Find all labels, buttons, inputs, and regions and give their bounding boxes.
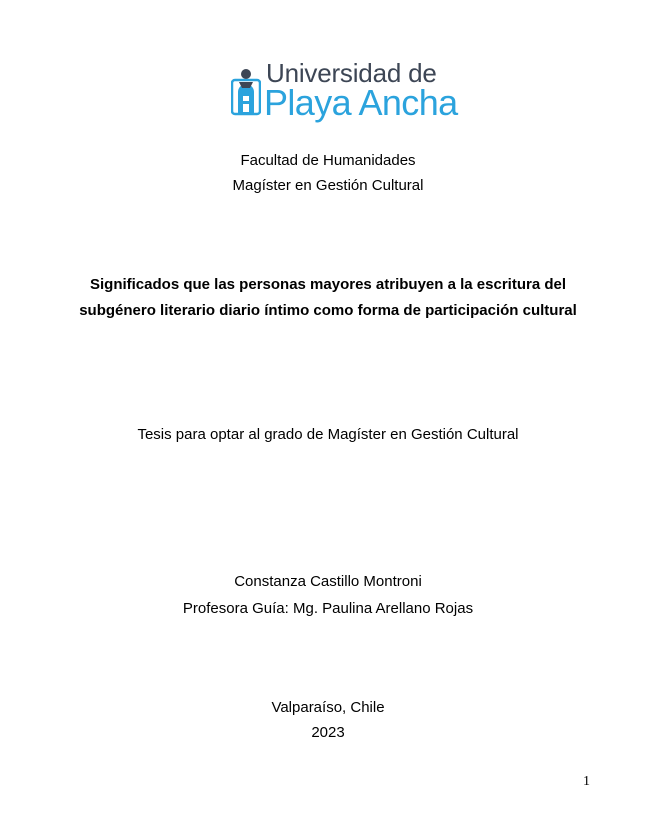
- year: 2023: [311, 724, 345, 741]
- page-number: 1: [583, 774, 590, 789]
- logo-text-universidad: Universidad de: [266, 58, 437, 88]
- place: Valparaíso, Chile: [271, 699, 385, 716]
- thesis-title-line-2: subgénero literario diario íntimo como forma de participación cultural: [79, 302, 577, 319]
- lighthouse-icon: [231, 62, 261, 116]
- author-name: Constanza Castillo Montroni: [234, 573, 422, 590]
- logo-text-playa-ancha: Playa Ancha: [264, 82, 458, 123]
- university-logo: [228, 56, 458, 128]
- thesis-title-line-1: Significados que las personas mayores atribuyen a la escritura del: [89, 276, 566, 293]
- degree-statement: Tesis para optar al grado de Magíster en Gestión Cultural: [137, 426, 519, 443]
- advisor-name: Profesora Guía: Mg. Paulina Arellano Rojas: [182, 600, 474, 617]
- program-name: Magíster en Gestión Cultural: [232, 177, 424, 194]
- faculty-name: Facultad de Humanidades: [240, 152, 416, 169]
